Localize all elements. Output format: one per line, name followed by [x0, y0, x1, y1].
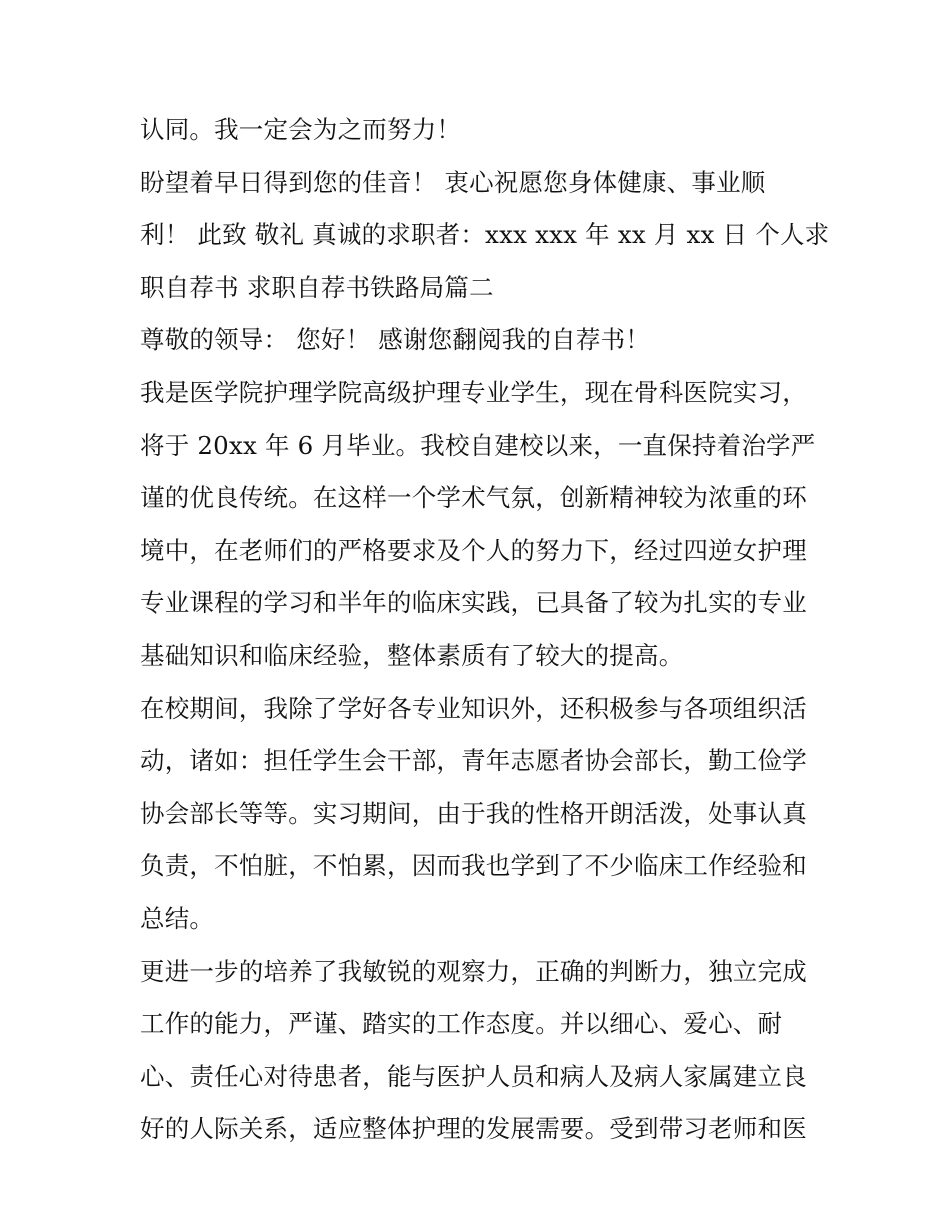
text-line: 动，诸如：担任学生会干部，青年志愿者协会部长，勤工俭学 [140, 746, 807, 776]
text-line: 心、责任心对待患者，能与医护人员和病人及病人家属建立良 [140, 1061, 807, 1091]
text-line: 尊敬的领导： 您好！ 感谢您翻阅我的自荐书！ [140, 325, 650, 355]
text-line: 更进一步的培养了我敏锐的观察力，正确的判断力，独立完成 [140, 956, 807, 986]
text-line: 好的人际关系，适应整体护理的发展需要。受到带习老师和医 [140, 1114, 807, 1144]
text-line: 境中，在老师们的严格要求及个人的努力下，经过四逆女护理 [140, 535, 807, 565]
text-line: 负责，不怕脏，不怕累，因而我也学到了不少临床工作经验和 [140, 851, 807, 881]
text-line: 将于 20xx 年 6 月毕业。我校自建校以来，一直保持着治学严 [140, 430, 816, 460]
document-body [140, 104, 830, 1156]
text-line: 在校期间，我除了学好各专业知识外，还积极参与各项组织活 [140, 693, 807, 723]
text-line: 我是医学院护理学院高级护理专业学生，现在骨科医院实习， [140, 377, 807, 407]
text-line: 盼望着早日得到您的佳音！ 衷心祝愿您身体健康、事业顺 [140, 167, 766, 197]
text-line: 利！ 此致 敬礼 真诚的求职者：xxx xxx 年 xx 月 xx 日 个人求 [140, 220, 830, 250]
text-line: 总结。 [140, 903, 215, 933]
text-line: 基础知识和临床经验，整体素质有了较大的提高。 [140, 640, 684, 670]
text-line: 认同。我一定会为之而努力！ [140, 115, 462, 144]
text-line: 谨的优良传统。在这样一个学术气氛，创新精神较为浓重的环 [140, 483, 807, 513]
text-line: 职自荐书 求职自荐书铁路局篇二 [140, 272, 494, 302]
text-line: 专业课程的学习和半年的临床实践，已具备了较为扎实的专业 [140, 588, 807, 618]
text-line: 工作的能力，严谨、踏实的工作态度。并以细心、爱心、耐 [140, 1009, 783, 1039]
text-line: 协会部长等等。实习期间，由于我的性格开朗活泼，处事认真 [140, 798, 807, 828]
